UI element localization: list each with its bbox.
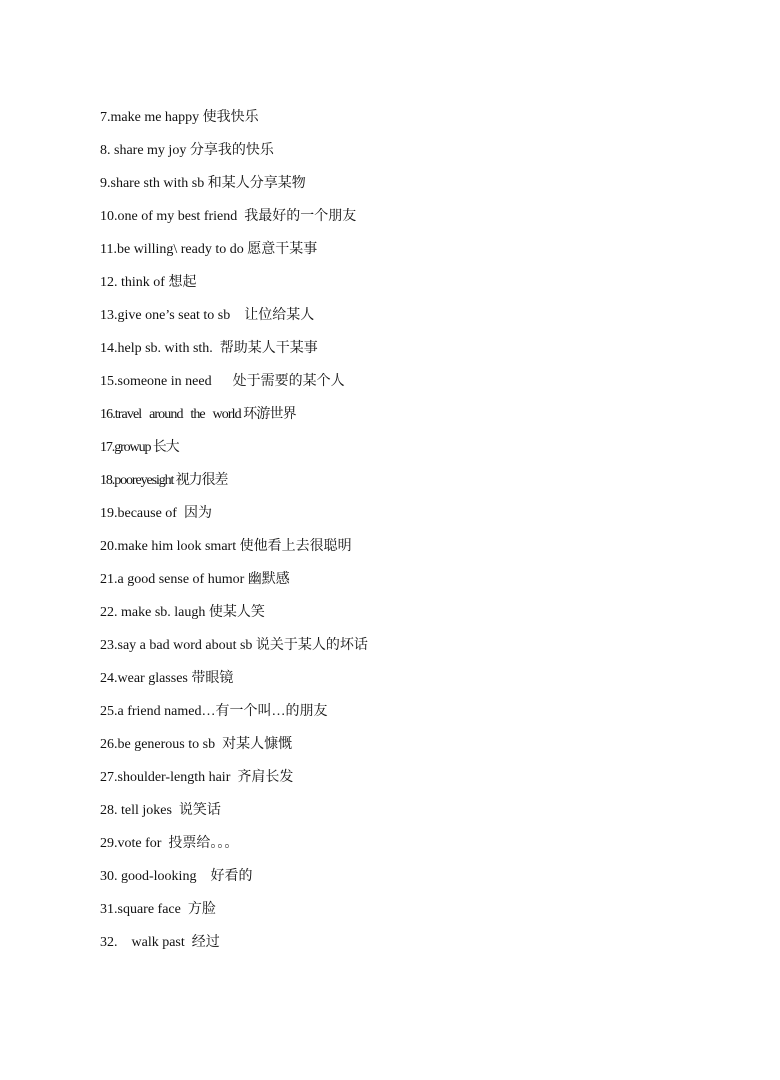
phrase-item: 27.shoulder-length hair 齐肩长发 <box>100 770 294 785</box>
phrase-item: 17.growup 长大 <box>100 440 179 455</box>
phrase-item: 26.be generous to sb 对某人慷慨 <box>100 737 293 752</box>
phrase-item: 11.be willing\ ready to do 愿意干某事 <box>100 242 318 257</box>
phrase-item: 8. share my joy 分享我的快乐 <box>100 143 274 158</box>
phrase-item: 10.one of my best friend 我最好的一个朋友 <box>100 209 357 224</box>
phrase-item: 7.make me happy 使我快乐 <box>100 110 259 125</box>
phrase-item: 15.someone in need 处于需要的某个人 <box>100 374 345 389</box>
phrase-item: 12. think of 想起 <box>100 275 197 290</box>
phrase-list <box>100 106 368 964</box>
phrase-item: 24.wear glasses 带眼镜 <box>100 671 234 686</box>
phrase-item: 13.give one’s seat to sb 让位给某人 <box>100 308 315 323</box>
phrase-item: 16.travel around the world 环游世界 <box>100 407 296 422</box>
phrase-item: 31.square face 方脸 <box>100 902 216 917</box>
phrase-item: 9.share sth with sb 和某人分享某物 <box>100 176 306 191</box>
phrase-item: 29.vote for 投票给。。。 <box>100 836 239 851</box>
phrase-item: 23.say a bad word about sb 说关于某人的坏话 <box>100 638 368 653</box>
phrase-item: 30. good-looking 好看的 <box>100 869 253 884</box>
phrase-item: 21.a good sense of humor 幽默感 <box>100 572 290 587</box>
phrase-item: 18.pooreyesight 视力很差 <box>100 473 228 488</box>
phrase-item: 22. make sb. laugh 使某人笑 <box>100 605 265 620</box>
phrase-item: 28. tell jokes 说笑话 <box>100 803 221 818</box>
phrase-item: 20.make him look smart 使他看上去很聪明 <box>100 539 352 554</box>
phrase-item: 32. walk past 经过 <box>100 935 220 950</box>
phrase-item: 14.help sb. with sth. 帮助某人干某事 <box>100 341 318 356</box>
phrase-item: 25.a friend named…有一个叫…的朋友 <box>100 704 328 719</box>
phrase-item: 19.because of 因为 <box>100 506 212 521</box>
